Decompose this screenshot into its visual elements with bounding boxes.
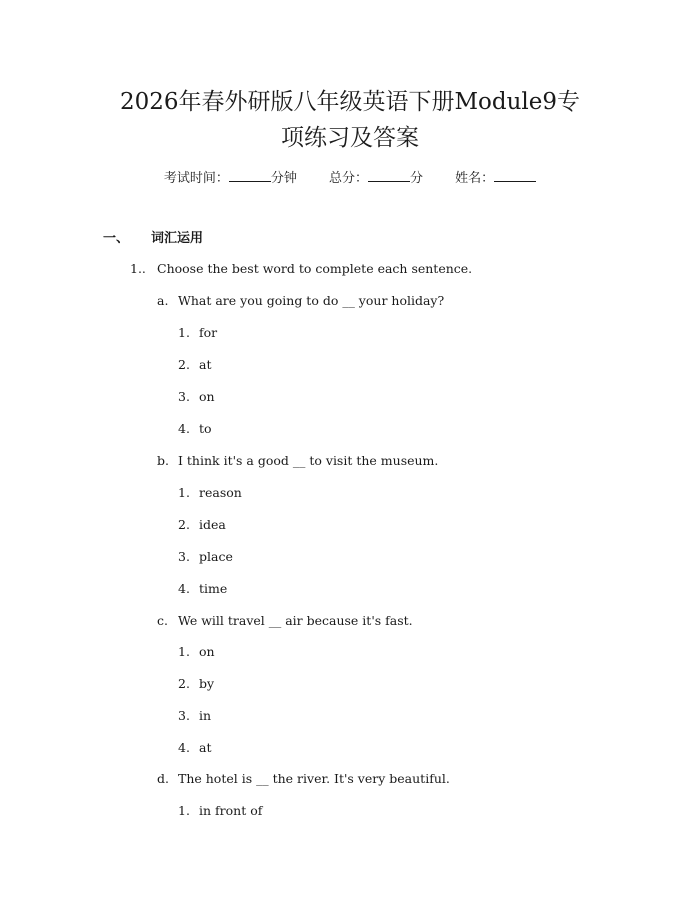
option-number: 1. bbox=[178, 485, 190, 500]
option-text: at bbox=[199, 357, 212, 372]
item-text: The hotel is __ the river. It's very beautiful. bbox=[178, 771, 450, 786]
option-number: 2. bbox=[178, 676, 190, 691]
option-text: in bbox=[199, 708, 212, 723]
option-c-4[interactable] bbox=[178, 738, 211, 758]
student-name-blank[interactable] bbox=[494, 168, 536, 182]
option-b-3[interactable] bbox=[178, 547, 233, 567]
exam-time-field bbox=[164, 168, 297, 189]
student-name-field bbox=[455, 168, 536, 189]
exam-time-unit: 分钟 bbox=[270, 171, 297, 186]
exam-time-blank[interactable] bbox=[229, 168, 271, 182]
option-c-2[interactable] bbox=[178, 674, 214, 694]
question-item-c bbox=[157, 611, 413, 631]
total-score-field bbox=[329, 168, 423, 189]
item-text: I think it's a good __ to visit the museum. bbox=[178, 453, 439, 468]
option-b-1[interactable] bbox=[178, 483, 242, 503]
option-text: on bbox=[199, 389, 215, 404]
item-letter: b. bbox=[157, 453, 169, 468]
option-number: 2. bbox=[178, 357, 190, 372]
document-title-line-2: 项练习及答案 bbox=[281, 125, 419, 151]
option-number: 3. bbox=[178, 389, 190, 404]
option-number: 4. bbox=[178, 581, 190, 596]
total-score-blank[interactable] bbox=[368, 168, 410, 182]
option-number: 1. bbox=[178, 644, 190, 659]
item-letter: d. bbox=[157, 771, 169, 786]
option-c-1[interactable] bbox=[178, 642, 215, 662]
section-number: 一、 bbox=[103, 231, 130, 246]
section-heading bbox=[103, 228, 203, 250]
item-letter: a. bbox=[157, 293, 169, 308]
option-c-3[interactable] bbox=[178, 706, 211, 726]
option-number: 1. bbox=[178, 325, 190, 340]
question-item-d bbox=[157, 769, 450, 789]
total-score-label: 总分： bbox=[328, 171, 368, 186]
question-number: 1.. bbox=[130, 261, 146, 276]
student-name-label: 姓名： bbox=[455, 171, 495, 186]
option-text: on bbox=[199, 644, 215, 659]
option-a-4[interactable] bbox=[178, 419, 212, 439]
option-text: by bbox=[199, 676, 215, 691]
option-number: 4. bbox=[178, 421, 190, 436]
item-text: What are you going to do __ your holiday? bbox=[178, 293, 445, 308]
exam-time-label: 考试时间： bbox=[163, 171, 229, 186]
question-item-b bbox=[157, 451, 438, 471]
item-letter: c. bbox=[157, 613, 168, 628]
question-item-a bbox=[157, 291, 444, 311]
option-text: time bbox=[199, 581, 228, 596]
question-prompt bbox=[130, 259, 472, 279]
option-number: 3. bbox=[178, 708, 190, 723]
option-text: idea bbox=[199, 517, 226, 532]
option-number: 2. bbox=[178, 517, 190, 532]
option-number: 3. bbox=[178, 549, 190, 564]
option-text: to bbox=[199, 421, 212, 436]
option-a-3[interactable] bbox=[178, 387, 215, 407]
option-number: 4. bbox=[178, 740, 190, 755]
option-d-1[interactable] bbox=[178, 801, 262, 821]
option-text: reason bbox=[199, 485, 242, 500]
option-text: place bbox=[199, 549, 233, 564]
option-text: at bbox=[199, 740, 212, 755]
option-b-2[interactable] bbox=[178, 515, 226, 535]
document-title-line-1: 2026年春外研版八年级英语下册Module9专 bbox=[119, 89, 581, 115]
total-score-unit: 分 bbox=[410, 171, 424, 186]
section-title: 词汇运用 bbox=[151, 231, 204, 246]
option-text: for bbox=[199, 325, 218, 340]
option-number: 1. bbox=[178, 803, 190, 818]
question-text: Choose the best word to complete each sentence. bbox=[157, 261, 473, 276]
exam-meta bbox=[0, 168, 700, 189]
item-text: We will travel __ air because it's fast. bbox=[178, 613, 413, 628]
option-a-1[interactable] bbox=[178, 323, 217, 343]
option-b-4[interactable] bbox=[178, 579, 227, 599]
option-text: in front of bbox=[199, 803, 263, 818]
option-a-2[interactable] bbox=[178, 355, 211, 375]
